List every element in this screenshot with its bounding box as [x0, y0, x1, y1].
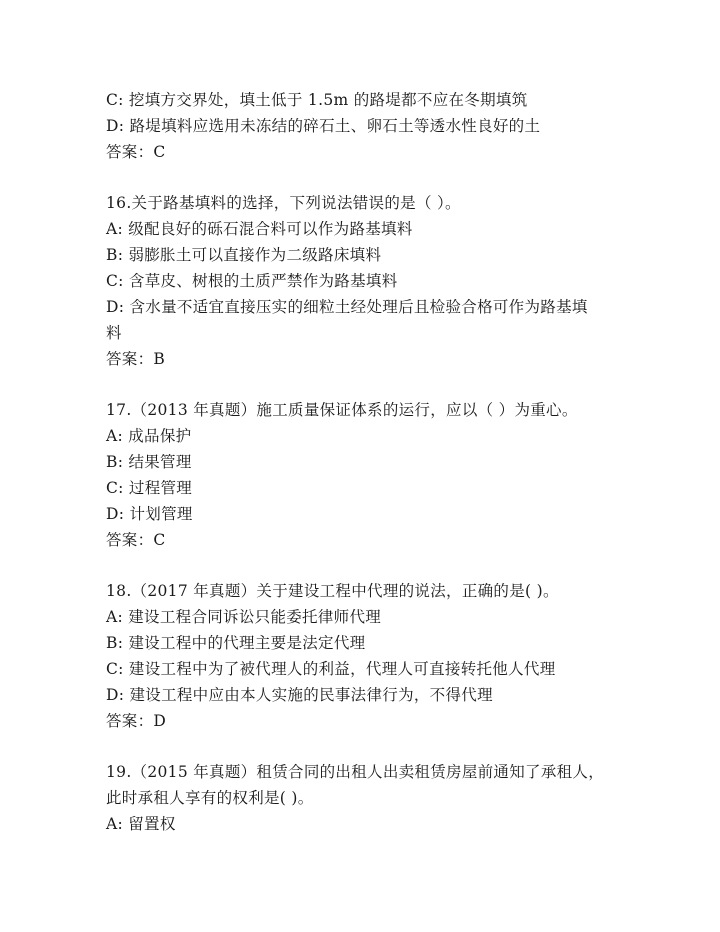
q17-option-d: D: 计划管理 — [106, 505, 193, 523]
q16-question: 16.关于路基填料的选择，下列说法错误的是（ ）。 — [106, 194, 461, 212]
q15-answer: 答案：C — [106, 143, 166, 161]
q18-answer: 答案：D — [106, 712, 167, 730]
q19-question-line-2: 此时承租人享有的权利是( )。 — [106, 789, 314, 807]
q19-option-a: A: 留置权 — [106, 815, 176, 833]
q16-option-a: A: 级配良好的砾石混合料可以作为路基填料 — [106, 220, 413, 238]
q16-option-d-continued: 料 — [106, 324, 122, 342]
q15-option-c: C: 挖填方交界处，填土低于 1.5m 的路堤都不应在冬期填筑 — [106, 91, 528, 109]
q16-option-c: C: 含草皮、树根的土质严禁作为路基填料 — [106, 272, 398, 290]
q18-option-d: D: 建设工程中应由本人实施的民事法律行为，不得代理 — [106, 686, 493, 704]
q19-question-line-1: 19.（2015 年真题）租赁合同的出租人出卖租赁房屋前通知了承租人， — [106, 763, 605, 781]
q15-option-d: D: 路堤填料应选用未冻结的碎石土、卵石土等透水性良好的土 — [106, 117, 541, 135]
q18-option-c: C: 建设工程中为了被代理人的利益，代理人可直接转托他人代理 — [106, 660, 556, 678]
q16-answer: 答案：B — [106, 350, 166, 368]
q17-answer: 答案：C — [106, 531, 166, 549]
q17-option-b: B: 结果管理 — [106, 453, 192, 471]
q17-question: 17.（2013 年真题）施工质量保证体系的运行，应以（ ）为重心。 — [106, 401, 578, 419]
q17-option-c: C: 过程管理 — [106, 479, 193, 497]
q16-option-b: B: 弱膨胀土可以直接作为二级路床填料 — [106, 246, 382, 264]
q17-option-a: A: 成品保护 — [106, 427, 192, 445]
q18-question: 18.（2017 年真题）关于建设工程中代理的说法，正确的是( )。 — [106, 582, 559, 600]
q18-option-b: B: 建设工程中的代理主要是法定代理 — [106, 634, 366, 652]
q18-option-a: A: 建设工程合同诉讼只能委托律师代理 — [106, 608, 382, 626]
q16-option-d: D: 含水量不适宜直接压实的细粒土经处理后且检验合格可作为路基填 — [106, 298, 588, 316]
